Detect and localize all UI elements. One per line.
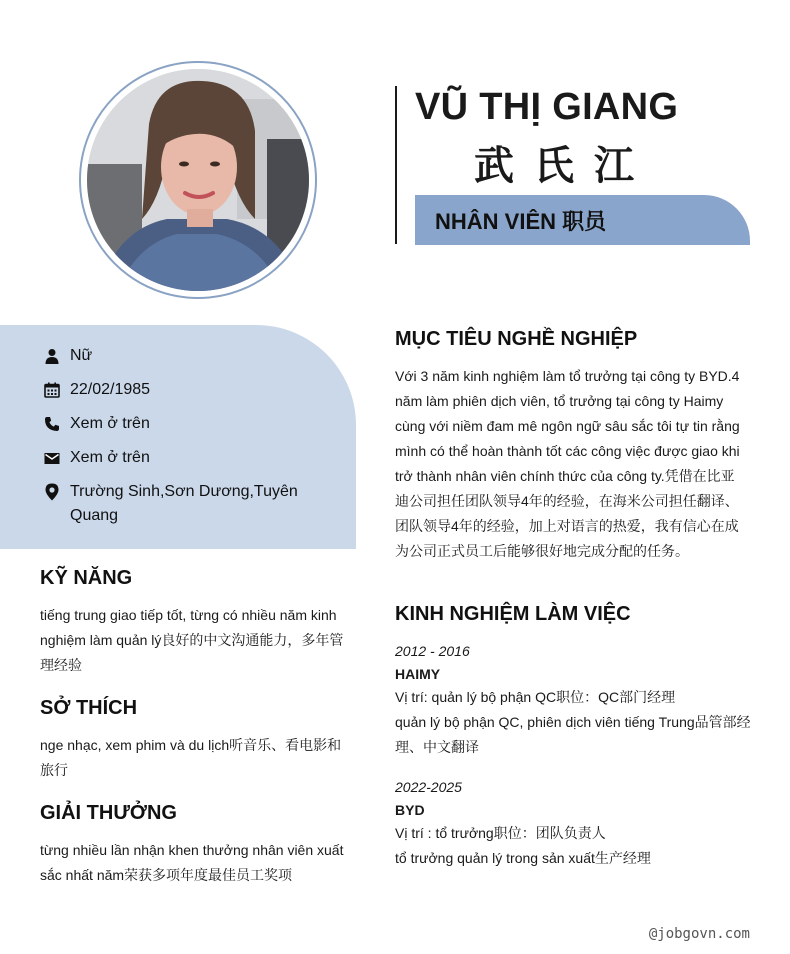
experience-description: tổ trưởng quản lý trong sản xuất生产经理 (395, 850, 651, 866)
skills-heading: KỸ NĂNG (40, 567, 133, 589)
mail-icon (44, 446, 60, 470)
contact-email (44, 446, 315, 470)
objective-heading: MỤC TIÊU NGHỀ NGHIỆP (395, 328, 638, 350)
contact-address-text: Trường Sinh,Sơn Dương,Tuyên Quang (70, 483, 298, 524)
contact-email-text: Xem ở trên (70, 449, 150, 466)
phone-icon (44, 412, 60, 436)
experience-company: HAIMY (395, 666, 441, 682)
watermark-footer: @jobgovn.com (648, 926, 750, 942)
avatar-frame (79, 61, 317, 299)
header-divider (395, 86, 397, 244)
experience-description: quản lý bộ phận QC, phiên dịch viên tiếng Trung品管部经理、中文翻译 (395, 714, 751, 755)
location-icon (44, 480, 60, 504)
experience-date: 2022-2025 (395, 779, 462, 795)
candidate-name-chinese: 武氏江 (474, 144, 654, 188)
skills-text: tiếng trung giao tiếp tốt, từng có nhiều năm kinh nghiệm làm quản lý良好的中文沟通能力，多年管理经验 (40, 607, 344, 673)
contact-birthdate (44, 378, 315, 402)
job-title: NHÂN VIÊN 职员 (435, 208, 607, 234)
hobbies-text: nge nhạc, xem phim và du lịch听音乐、看电影和旅行 (40, 737, 342, 778)
candidate-name: VŨ THỊ GIANG (415, 86, 679, 128)
portrait-image (87, 69, 309, 291)
contact-gender (44, 344, 315, 368)
hobbies-heading: SỞ THÍCH (40, 697, 138, 719)
contact-phone-text: Xem ở trên (70, 415, 150, 432)
contact-birthdate-text: 22/02/1985 (70, 381, 151, 398)
objective-text: Với 3 năm kinh nghiệm làm tổ trưởng tại công ty BYD.4 năm làm phiên dịch viên, tổ trưởng tại công ty Haimy cùng với niềm đam mê ngôn ngữ sâu sắc tôi tự tin rằng mình có thể hoàn thành tốt các công việc được giao khi trở thành nhân viên chính thức của công ty.凭借在比亚迪公司担任团队领导4年的经验，在海米公司担任翻译、团队领导4年的经验，加上对语言的热爱，我有信心在成为公司正式员工后能够很好地完成分配的任务。 (395, 368, 740, 559)
awards-text: từng nhiều lần nhận khen thưởng nhân viên xuất sắc nhất năm荣获多项年度最佳员工奖项 (40, 842, 344, 883)
experience-heading: KINH NGHIỆM LÀM VIỆC (395, 603, 631, 625)
experience-company: BYD (395, 802, 425, 818)
experience-role: Vị trí : tổ trưởng职位：团队负责人 (395, 825, 606, 841)
experience-role: Vị trí: quản lý bộ phận QC职位：QC部门经理 (395, 689, 676, 705)
person-icon (44, 344, 60, 368)
contact-address (44, 480, 315, 528)
experience-date: 2012 - 2016 (395, 643, 470, 659)
calendar-icon (44, 378, 60, 402)
awards-heading: GIẢI THƯỞNG (40, 802, 177, 824)
job-title-band (415, 195, 750, 245)
contact-gender-text: Nữ (70, 347, 93, 364)
avatar (87, 69, 309, 291)
contact-phone (44, 412, 315, 436)
